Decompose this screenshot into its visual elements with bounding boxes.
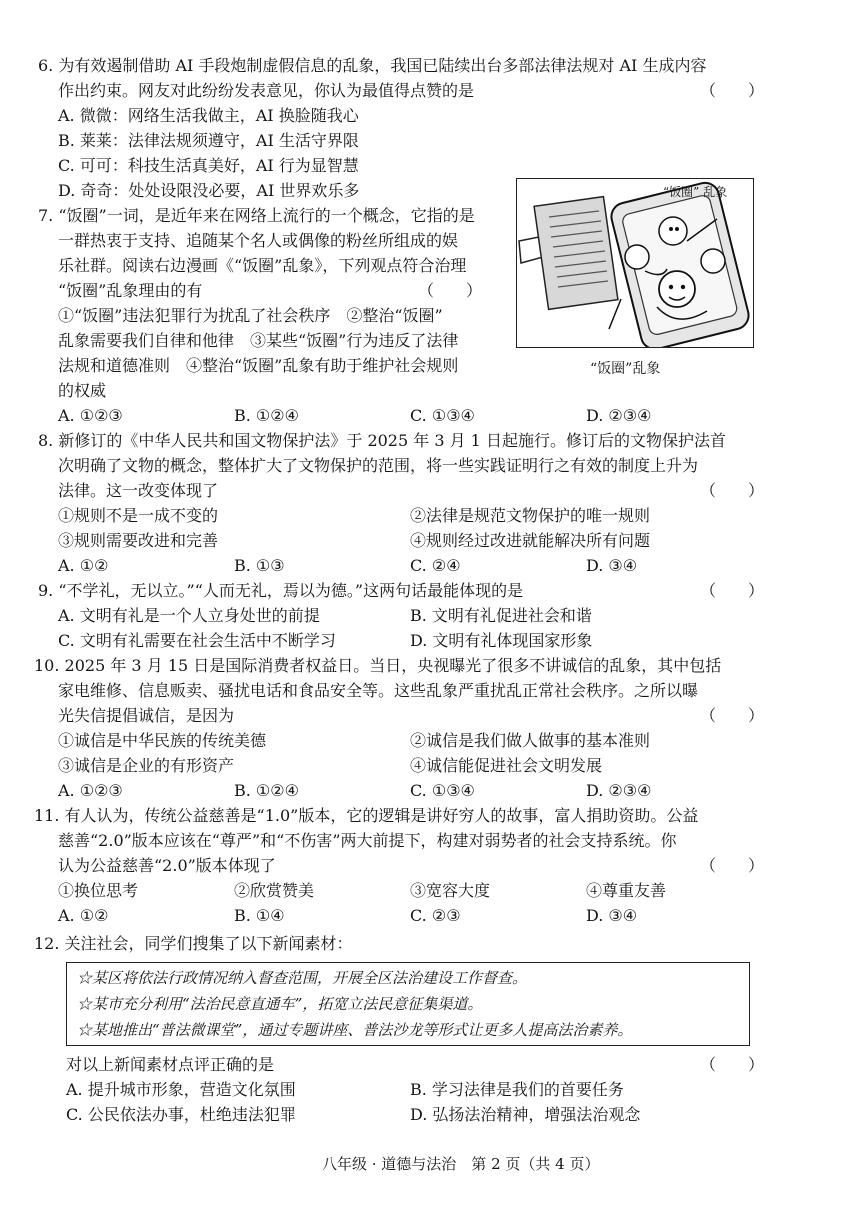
q7-statement-line3: 法规和道德准则 ④整治“饭圈”乱象有助于维护社会规则 xyxy=(58,356,459,375)
q12-option-b: B. 学习法律是我们的首要任务 xyxy=(410,1080,624,1099)
q11-option-d: D. ③④ xyxy=(586,906,638,925)
q7-stem-line3: 乐社群。阅读右边漫画《“饭圈”乱象》，下列观点符合治理 xyxy=(58,256,467,275)
q7-statement-line2: 乱象需要我们自律和他律 ③某些“饭圈”行为违反了法律 xyxy=(58,331,459,350)
q6-answer-bracket: （ ） xyxy=(700,81,765,100)
q8-option-c: C. ②④ xyxy=(410,556,461,575)
q7-option-b: B. ①②④ xyxy=(234,406,299,425)
q12-stem-line2: 对以上新闻素材点评正确的是 xyxy=(66,1055,275,1074)
q12-news-box xyxy=(66,962,750,1046)
q7-statement-line4: 的权威 xyxy=(58,381,107,400)
q11-statement-1: ①换位思考 xyxy=(58,881,139,900)
q9-option-c: C. 文明有礼需要在社会生活中不断学习 xyxy=(58,631,336,650)
q12-stem-line1: 12. 关注社会，同学们搜集了以下新闻素材： xyxy=(34,934,353,953)
q11-statement-3: ③宽容大度 xyxy=(410,881,491,900)
q7-cartoon-image xyxy=(516,178,754,348)
q11-answer-bracket: （ ） xyxy=(700,856,765,875)
cartoon-caption: “饭圈”乱象 xyxy=(590,361,661,377)
q8-stem-line1: 8. 新修订的《中华人民共和国文物保护法》于 2025 年 3 月 1 日起施行。修订后的文物保护法首 xyxy=(38,431,726,450)
q6-option-c: C. 可可：科技生活真美好，AI 行为显智慧 xyxy=(58,156,359,175)
q9-option-b: B. 文明有礼促进社会和谐 xyxy=(410,606,592,625)
q9-stem-line1: 9. “不学礼，无以立。”“人而无礼，焉以为德。”这两句话最能体现的是 xyxy=(38,581,524,600)
q11-stem-line1: 11. 有人认为，传统公益慈善是“1.0”版本，它的逻辑是讲好穷人的故事，富人捐助资助。公益 xyxy=(34,806,699,825)
q8-statement-2: ②法律是规范文物保护的唯一规则 xyxy=(410,506,651,525)
q7-option-a: A. ①②③ xyxy=(58,406,123,425)
q10-stem-line2: 家电维修、信息贩卖、骚扰电话和食品安全等。这些乱象严重扰乱正常社会秩序。之所以曝 xyxy=(58,681,699,700)
q12-answer-bracket: （ ） xyxy=(700,1055,765,1074)
q7-stem-line1: 7. “饭圈”一词，是近年来在网络上流行的一个概念，它指的是 xyxy=(38,206,475,225)
q7-option-c: C. ①③④ xyxy=(410,406,475,425)
q8-option-d: D. ③④ xyxy=(586,556,638,575)
q8-answer-bracket: （ ） xyxy=(700,481,765,500)
q10-statement-1: ①诚信是中华民族的传统美德 xyxy=(58,731,267,750)
q10-stem-line3: 光失信提倡诚信，是因为 xyxy=(58,706,235,725)
q6-option-a: A. 微微：网络生活我做主，AI 换脸随我心 xyxy=(58,106,359,125)
q7-statement-line1: ①“饭圈”违法犯罪行为扰乱了社会秩序 ②整治“饭圈” xyxy=(58,306,443,325)
q6-stem-line2: 作出约束。网友对此纷纷发表意见，你认为最值得点赞的是 xyxy=(58,81,475,100)
q8-stem-line3: 法律。这一改变体现了 xyxy=(58,481,219,500)
q8-statement-4: ④规则经过改进就能解决所有问题 xyxy=(410,531,651,550)
q8-stem-line2: 次明确了文物的概念，整体扩大了文物保护的范围，将一些实践证明行之有效的制度上升为 xyxy=(58,456,699,475)
q10-answer-bracket: （ ） xyxy=(700,706,765,725)
q8-statement-3: ③规则需要改进和完善 xyxy=(58,531,219,550)
q6-option-b: B. 莱莱：法律法规须遵守，AI 生活守界限 xyxy=(58,131,359,150)
q10-statement-3: ③诚信是企业的有形资产 xyxy=(58,756,235,775)
q9-option-d: D. 文明有礼体现国家形象 xyxy=(410,631,593,650)
page-footer: 八年级 · 道德与法治 第 2 页（共 4 页） xyxy=(322,1155,600,1173)
q10-statement-4: ④诚信能促进社会文明发展 xyxy=(410,756,603,775)
news-item-1: ☆某区将依法行政情况纳入督查范围，开展全区法治建设工作督查。 xyxy=(77,969,528,987)
q11-stem-line3: 认为公益慈善“2.0”版本体现了 xyxy=(58,856,276,875)
q6-stem-line1: 6. 为有效遏制借助 AI 手段炮制虚假信息的乱象，我国已陆续出台多部法律法规对 AI 生成内容 xyxy=(38,56,707,75)
q9-answer-bracket: （ ） xyxy=(700,581,765,600)
q11-option-c: C. ②③ xyxy=(410,906,461,925)
q10-option-c: C. ①③④ xyxy=(410,781,475,800)
cartoon-inner-label: “饭圈” 乱象 xyxy=(663,185,728,199)
q12-option-a: A. 提升城市形象，营造文化氛围 xyxy=(66,1080,296,1099)
q10-option-a: A. ①②③ xyxy=(58,781,123,800)
q10-statement-2: ②诚信是我们做人做事的基本准则 xyxy=(410,731,651,750)
cartoon-illustration xyxy=(517,179,754,348)
q8-statement-1: ①规则不是一成不变的 xyxy=(58,506,219,525)
news-item-2: ☆某市充分利用“法治民意直通车”，拓宽立法民意征集渠道。 xyxy=(77,995,483,1013)
q10-option-d: D. ②③④ xyxy=(586,781,652,800)
q11-option-a: A. ①② xyxy=(58,906,109,925)
q7-option-d: D. ②③④ xyxy=(586,406,652,425)
q8-option-a: A. ①② xyxy=(58,556,109,575)
q8-option-b: B. ①③ xyxy=(234,556,285,575)
q7-stem-line2: 一群热衷于支持、追随某个名人或偶像的粉丝所组成的娱 xyxy=(58,231,459,250)
q11-statement-2: ②欣赏赞美 xyxy=(234,881,315,900)
q11-option-b: B. ①④ xyxy=(234,906,285,925)
q7-answer-bracket: （ ） xyxy=(418,281,483,300)
q12-option-c: C. 公民依法办事，杜绝违法犯罪 xyxy=(66,1105,296,1124)
q12-option-d: D. 弘扬法治精神，增强法治观念 xyxy=(410,1105,641,1124)
q9-option-a: A. 文明有礼是一个人立身处世的前提 xyxy=(58,606,320,625)
q11-statement-4: ④尊重友善 xyxy=(586,881,667,900)
q7-stem-line4: “饭圈”乱象理由的有 xyxy=(58,281,203,300)
q11-stem-line2: 慈善“2.0”版本应该在“尊严”和“不伤害”两大前提下，构建对弱势者的社会支持系统。你 xyxy=(58,831,677,850)
q10-option-b: B. ①②④ xyxy=(234,781,299,800)
q6-option-d: D. 奇奇：处处设限没必要，AI 世界欢乐多 xyxy=(58,181,360,200)
news-item-3: ☆某地推出“普法微课堂”，通过专题讲座、普法沙龙等形式让更多人提高法治素养。 xyxy=(77,1021,633,1039)
q10-stem-line1: 10. 2025 年 3 月 15 日是国际消费者权益日。当日，央视曝光了很多不讲诚信的乱象，其中包括 xyxy=(34,656,722,675)
